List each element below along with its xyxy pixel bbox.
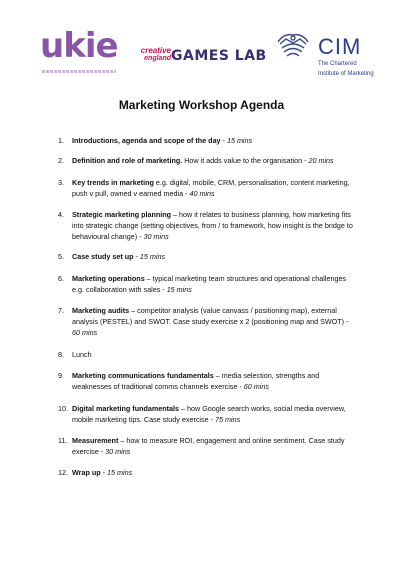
- item-duration: 20 mins: [308, 156, 334, 165]
- item-heading: Case study set up: [72, 252, 134, 261]
- item-number: 4.: [58, 210, 64, 219]
- item-duration: 15 mins: [166, 285, 192, 295]
- cim-wordmark: CIM: [318, 34, 362, 59]
- ukie-tagline: [42, 70, 116, 73]
- page-title: Marketing Workshop Agenda: [118, 98, 285, 112]
- item-text: -: [100, 468, 108, 477]
- item-heading: Introductions, agenda and scope of the day: [72, 136, 221, 145]
- item-duration: 40 mins: [189, 189, 215, 199]
- item-text: – how it relates to business planning, how marketing fits into strategic change (setting objectives, from / to framework, how insight is the bridge to behavioural change) -: [72, 210, 353, 242]
- item-heading: Marketing operations: [72, 274, 145, 283]
- item-heading: Measurement: [72, 436, 119, 445]
- item-duration: 60 mins: [72, 328, 98, 338]
- item-text: How it adds value to the organisation -: [182, 156, 309, 165]
- item-body: [72, 370, 357, 392]
- ukie-wordmark: ukie: [40, 26, 118, 66]
- item-text: – typical marketing team structures and operational challenges e.g. collaboration with sales -: [72, 274, 347, 295]
- games-lab-logo: GAMES LAB: [171, 48, 267, 64]
- cim-logo: [318, 36, 388, 80]
- item-body: [72, 435, 357, 457]
- item-text: e.g. digital, mobile, CRM, personalisation, content marketing, push v pull, owned v earned media -: [72, 178, 350, 199]
- item-text: – how to measure ROI, engagement and online sentiment. Case study exercise -: [72, 436, 345, 457]
- item-body: [72, 251, 357, 262]
- item-duration: 15 mins: [139, 252, 166, 261]
- creative-england-line2: england: [144, 55, 171, 62]
- item-number: 2.: [58, 156, 64, 165]
- item-duration: 30 mins: [143, 232, 169, 242]
- cim-subtitle-1: The Chartered: [318, 61, 357, 67]
- item-heading: Wrap up: [72, 468, 101, 477]
- item-body: [72, 273, 357, 295]
- item-number: 7.: [58, 306, 64, 315]
- item-duration: 15 mins: [226, 136, 253, 145]
- item-body: [72, 135, 357, 146]
- creative-england-logo: [127, 46, 171, 66]
- item-number: 8.: [58, 350, 64, 359]
- item-number: 12.: [58, 468, 68, 477]
- item-number: 9.: [58, 371, 64, 380]
- item-text: -: [220, 136, 227, 145]
- item-text: -: [133, 252, 140, 261]
- item-body: [72, 155, 357, 166]
- item-duration: 30 mins: [105, 447, 131, 457]
- item-heading: Marketing communications fundamentals: [72, 371, 214, 380]
- item-duration: 75 mins: [215, 415, 241, 425]
- item-body: [72, 467, 357, 478]
- item-heading: Strategic marketing planning: [72, 210, 172, 219]
- item-number: 1.: [58, 136, 64, 145]
- crest-logo-icon: [274, 30, 312, 60]
- logo-bar: [0, 0, 403, 88]
- item-body: [72, 177, 357, 199]
- item-number: 5.: [58, 252, 64, 261]
- item-text: – how Google search works, social media overview, mobile marketing tips. Case study exercise -: [72, 404, 346, 425]
- item-body: [72, 305, 357, 339]
- item-heading: Marketing audits: [72, 306, 130, 315]
- ukie-logo: [40, 26, 118, 80]
- item-number: 6.: [58, 274, 64, 283]
- cim-subtitle-2: Institute of Marketing: [318, 71, 374, 77]
- item-heading: Definition and role of marketing.: [72, 156, 183, 165]
- item-text: – competitor analysis (value canvass / positioning map), external analysis (PESTEL) and SWOT. Case study exercise x 2 (positioning map and SWOT) -: [72, 306, 349, 327]
- item-number: 11.: [58, 436, 68, 445]
- creative-england-line1: creative: [140, 46, 171, 55]
- item-number: 3.: [58, 178, 64, 187]
- item-duration: 15 mins: [107, 468, 133, 477]
- item-text: Lunch: [72, 350, 92, 359]
- item-number: 10.: [58, 404, 68, 413]
- item-heading: Key trends in marketing: [72, 178, 154, 187]
- item-body: [72, 209, 357, 243]
- item-text: – media selection, strengths and weaknesses of traditional comms channels exercise -: [72, 371, 320, 392]
- item-duration: 60 mins: [243, 382, 269, 392]
- item-heading: Digital marketing fundamentals: [72, 404, 180, 413]
- item-body: [72, 403, 357, 425]
- item-body: [72, 349, 357, 360]
